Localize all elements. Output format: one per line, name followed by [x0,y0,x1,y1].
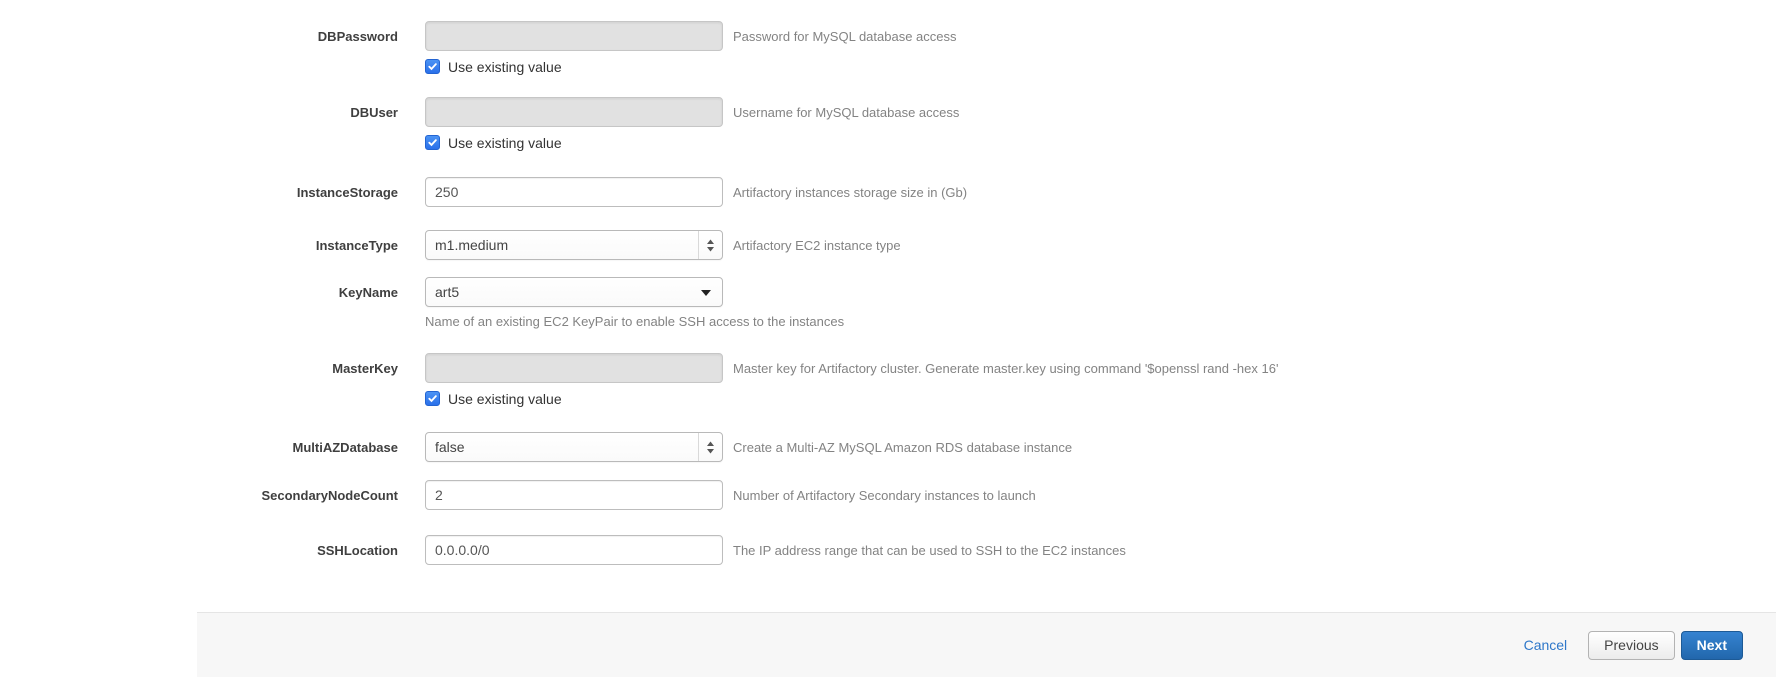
sshlocation-label: SSHLocation [317,543,398,558]
sshlocation-input[interactable] [425,535,723,565]
use-existing-label: Use existing value [448,58,562,75]
multiazdatabase-description: Create a Multi-AZ MySQL Amazon RDS database instance [733,440,1073,455]
dbpassword-label: DBPassword [317,29,398,44]
select-stepper-icon [698,231,722,259]
check-icon [427,137,438,148]
use-existing-label: Use existing value [448,390,562,407]
keyname-label: KeyName [338,285,398,300]
previous-button[interactable]: Previous [1588,631,1674,660]
keyname-description: Name of an existing EC2 KeyPair to enable SSH access to the instances [425,314,845,329]
sshlocation-description: The IP address range that can be used to SSH to the EC2 instances [733,543,1126,558]
cancel-link[interactable]: Cancel [1523,637,1568,653]
multiazdatabase-label: MultiAZDatabase [292,440,398,455]
instancestorage-description: Artifactory instances storage size in (Gb) [733,185,968,200]
secondarynodecount-description: Number of Artifactory Secondary instances to launch [733,488,1036,503]
wizard-footer-bar [197,612,1776,677]
instancetype-select[interactable] [425,230,723,260]
dbuser-description: Username for MySQL database access [733,105,960,120]
instancetype-label: InstanceType [315,238,398,253]
instancetype-description: Artifactory EC2 instance type [733,238,901,253]
keyname-selected-value: art5 [435,284,460,300]
dbuser-input [425,97,723,127]
form-row-sshlocation [0,535,1776,565]
masterkey-use-existing-checkbox[interactable] [425,391,440,406]
dbuser-use-existing-checkbox[interactable] [425,135,440,150]
check-icon [427,393,438,404]
check-icon [427,61,438,72]
form-row-multiazdatabase [0,432,1776,462]
instancestorage-input[interactable] [425,177,723,207]
instancestorage-label: InstanceStorage [296,185,398,200]
form-row-masterkey [0,353,1776,409]
caret-down-icon [701,290,711,296]
content-footer-gap [0,565,1776,612]
dbpassword-use-existing-checkbox[interactable] [425,59,440,74]
multiazdatabase-selected-value: false [435,439,465,455]
form-row-dbpassword [0,21,1776,77]
instancetype-selected-value: m1.medium [435,237,509,253]
next-button[interactable]: Next [1681,631,1743,660]
masterkey-input [425,353,723,383]
dbpassword-input [425,21,723,51]
use-existing-label: Use existing value [448,134,562,151]
form-row-instancestorage [0,177,1776,207]
dbpassword-description: Password for MySQL database access [733,29,957,44]
form-row-keyname [0,277,1776,329]
secondarynodecount-label: SecondaryNodeCount [261,488,398,503]
multiazdatabase-select[interactable] [425,432,723,462]
form-row-secondarynodecount [0,480,1776,510]
form-row-instancetype [0,230,1776,260]
form-row-dbuser [0,97,1776,153]
keyname-dropdown[interactable] [425,277,723,307]
masterkey-label: MasterKey [332,361,398,376]
dbuser-label: DBUser [350,105,398,120]
masterkey-description: Master key for Artifactory cluster. Generate master.key using command '$openssl rand -hex 16' [733,361,1279,376]
select-stepper-icon [698,433,722,461]
secondarynodecount-input[interactable] [425,480,723,510]
